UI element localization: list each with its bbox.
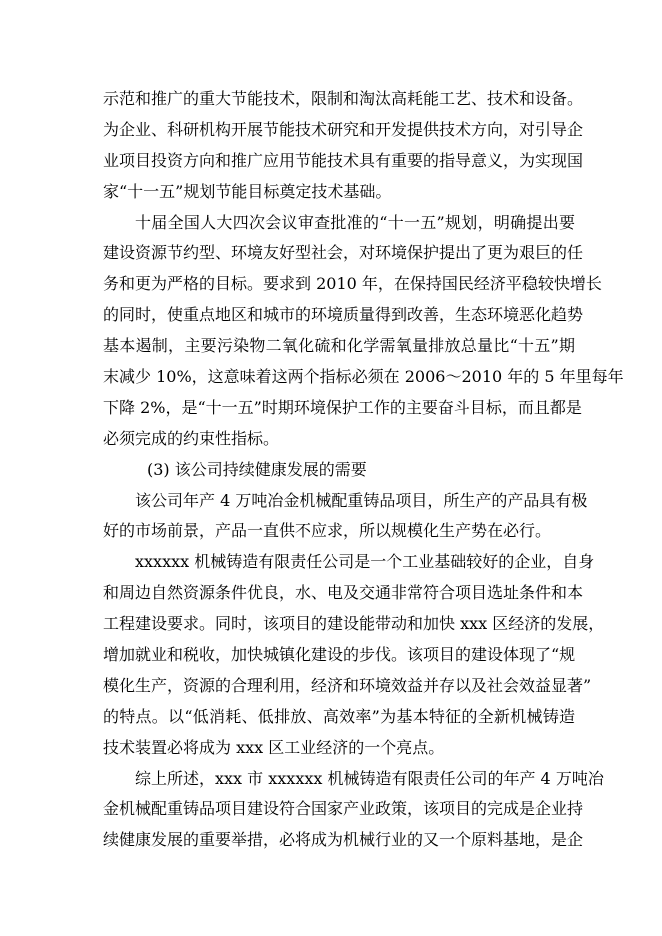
paragraph-6-line: 的特点。以“低消耗、低排放、高效率”为基本特征的全新机械铸造	[103, 706, 575, 726]
paragraph-5-line: 该公司年产 4 万吨冶金机械配重铸品项目，所生产的产品具有极	[135, 490, 588, 510]
paragraph-6-line: xxxxxx 机械铸造有限责任公司是一个工业基础较好的企业，自身	[135, 552, 595, 572]
paragraph-6-line: 模化生产，资源的合理利用，经济和环境效益并存以及社会效益显著”	[103, 675, 592, 695]
paragraph-2-line: 为企业、科研机构开展节能技术研究和开发提供技术方向，对引导企	[103, 119, 584, 139]
paragraph-2-line: 家“十一五”规划节能目标奠定技术基础。	[103, 181, 392, 201]
paragraph-7-line: 续健康发展的重要举措，必将成为机械行业的又一个原料基地，是企	[103, 830, 584, 850]
section-heading: (3) 该公司持续健康发展的需要	[147, 459, 367, 479]
paragraph-5-line: 好的市场前景，产品一直供不应求，所以规模化生产势在必行。	[103, 521, 552, 541]
paragraph-3-line: 下降 2%，是“十一五”时期环境保护工作的主要奋斗目标，而且都是	[103, 397, 582, 417]
paragraph-3-line: 十届全国人大四次会议审查批准的“十一五”规划，明确提出要	[135, 212, 575, 232]
paragraph-3-line: 基本遏制，主要污染物二氧化硫和化学需氧量排放总量比“十五”期	[103, 336, 575, 356]
paragraph-3-line: 末减少 10%，这意味着这两个指标必须在 2006～2010 年的 5 年里每年	[103, 367, 624, 387]
paragraph-3-line: 必须完成的约束性指标。	[103, 428, 280, 448]
paragraph-2-line: 业项目投资方向和推广应用节能技术具有重要的指导意义，为实现国	[103, 150, 584, 170]
paragraph-3-line: 建设资源节约型、环境友好型社会，对环境保护提出了更为艰巨的任	[103, 243, 584, 263]
paragraph-1-line: 示范和推广的重大节能技术，限制和淘汰高耗能工艺、技术和设备。	[103, 89, 584, 108]
paragraph-7-line: 金机械配重铸品项目建设符合国家产业政策，该项目的完成是企业持	[103, 799, 584, 819]
paragraph-6-line: 增加就业和税收，加快城镇化建设的步伐。该项目的建设体现了“规	[103, 645, 576, 665]
document-page	[103, 84, 624, 856]
paragraph-3-line: 的同时，使重点地区和城市的环境质量得到改善，生态环境恶化趋势	[103, 305, 584, 325]
paragraph-3-line: 务和更为严格的目标。要求到 2010 年，在保持国民经济平稳较快增长	[103, 274, 602, 294]
paragraph-6-line: 和周边自然资源条件优良，水、电及交通非常符合项目选址条件和本	[103, 583, 584, 603]
paragraph-6-line: 工程建设要求。同时，该项目的建设能带动和加快 xxx 区经济的发展，	[103, 614, 605, 634]
paragraph-6-line: 技术装置必将成为 xxx 区工业经济的一个亮点。	[103, 737, 445, 757]
paragraph-7-line: 综上所述，xxx 市 xxxxxx 机械铸造有限责任公司的年产 4 万吨冶	[135, 768, 604, 788]
